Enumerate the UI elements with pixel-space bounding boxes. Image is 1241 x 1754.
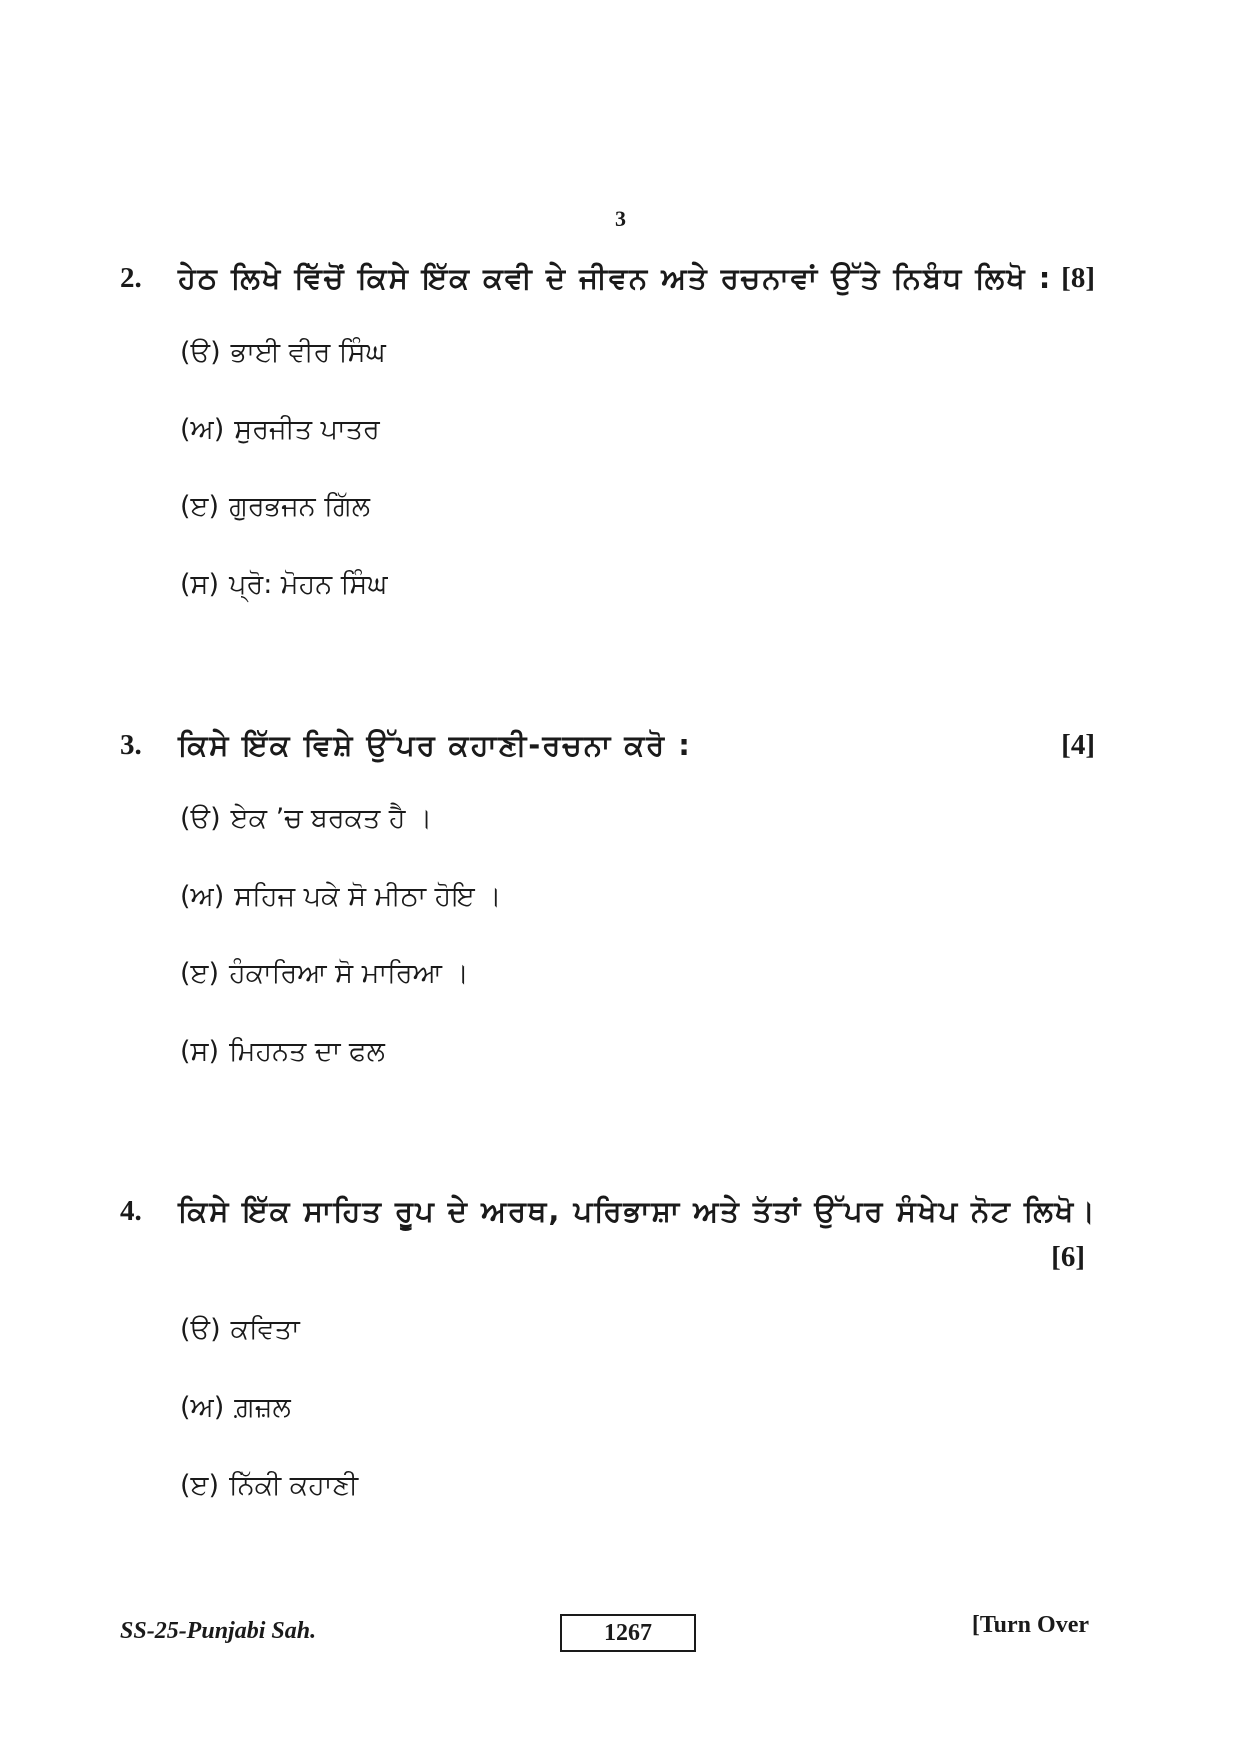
option-label: (ੲ): [180, 491, 220, 522]
option-label: (ਸ): [180, 1036, 220, 1067]
question-text: ਹੇਠ ਲਿਖੇ ਵਿੱਚੋਂ ਕਿਸੇ ਇੱਕ ਕਵੀ ਦੇ ਜੀਵਨ ਅਤੇ ਰਚਨਾਵਾਂ ਉੱਤੇ ਨਿਬੰਧ ਲਿਖੋ :: [178, 261, 1053, 295]
option-oora: [180, 1310, 300, 1350]
option-text: ਪ੍ਰੋ: ਮੋਹਨ ਸਿੰਘ: [229, 569, 388, 600]
question-header: [120, 722, 1095, 768]
option-iri: [180, 487, 370, 527]
question-header: [120, 255, 1095, 301]
option-text: ਮਿਹਨਤ ਦਾ ਫਲ: [229, 1036, 385, 1067]
option-label: (ਅ): [180, 881, 225, 912]
question-text: ਕਿਸੇ ਇੱਕ ਵਿਸ਼ੇ ਉੱਪਰ ਕਹਾਣੀ-ਰਚਨਾ ਕਰੋ :: [178, 728, 692, 762]
option-label: (ੳ): [180, 1314, 221, 1345]
question-marks: [6]: [1051, 1241, 1085, 1273]
option-text: ਗ਼ਜ਼ਲ: [234, 1392, 291, 1423]
question-header: [120, 1188, 1097, 1273]
option-label: (ੲ): [180, 1470, 220, 1501]
option-oora: [180, 799, 432, 839]
option-text: ਸੁਰਜੀਤ ਪਾਤਰ: [234, 414, 380, 445]
option-label: (ਸ): [180, 569, 220, 600]
question-number: 2.: [120, 262, 142, 294]
option-label: (ਅ): [180, 414, 225, 445]
option-sassa: [180, 565, 387, 605]
page-footer: [0, 1612, 1241, 1658]
option-text: ਕਵਿਤਾ: [230, 1314, 300, 1345]
paper-number-box: 1267: [560, 1614, 696, 1652]
option-label: (ੳ): [180, 803, 221, 834]
option-aira: [180, 1388, 291, 1428]
option-text: ਸਹਿਜ ਪਕੇ ਸੋ ਮੀਠਾ ਹੋਇ ।: [234, 881, 502, 912]
option-label: (ਅ): [180, 1392, 225, 1423]
question-2: [120, 255, 1095, 301]
option-text: ਹੰਕਾਰਿਆ ਸੋ ਮਾਰਿਆ ।: [229, 958, 469, 989]
option-text: ਭਾਈ ਵੀਰ ਸਿੰਘ: [230, 337, 386, 368]
option-iri: [180, 954, 469, 994]
option-text: ਗੁਰਭਜਨ ਗਿੱਲ: [229, 491, 370, 522]
question-number: 4.: [120, 1195, 142, 1227]
question-marks: [8]: [1061, 262, 1095, 294]
question-3: [120, 722, 1095, 768]
option-sassa: [180, 1032, 385, 1072]
option-label: (ੳ): [180, 337, 221, 368]
option-text: ਏਕ ’ਚ ਬਰਕਤ ਹੈ ।: [230, 803, 433, 834]
option-label: (ੲ): [180, 958, 220, 989]
option-iri: [180, 1466, 358, 1506]
page-number: 3: [615, 206, 626, 231]
option-oora: [180, 333, 386, 373]
question-marks: [4]: [1061, 729, 1095, 761]
paper-code: SS-25-Punjabi Sah.: [120, 1618, 317, 1644]
question-4: [120, 1188, 1097, 1273]
question-text: ਕਿਸੇ ਇੱਕ ਸਾਹਿਤ ਰੂਪ ਦੇ ਅਰਥ, ਪਰਿਭਾਸ਼ਾ ਅਤੇ ਤੱਤਾਂ ਉੱਪਰ ਸੰਖੇਪ ਨੋਟ ਲਿਖੋ।: [178, 1194, 1097, 1228]
option-text: ਨਿੱਕੀ ਕਹਾਣੀ: [229, 1470, 359, 1501]
option-aira: [180, 877, 502, 917]
question-number: 3.: [120, 729, 142, 761]
option-aira: [180, 410, 380, 450]
turn-over-label: [Turn Over: [971, 1612, 1089, 1638]
